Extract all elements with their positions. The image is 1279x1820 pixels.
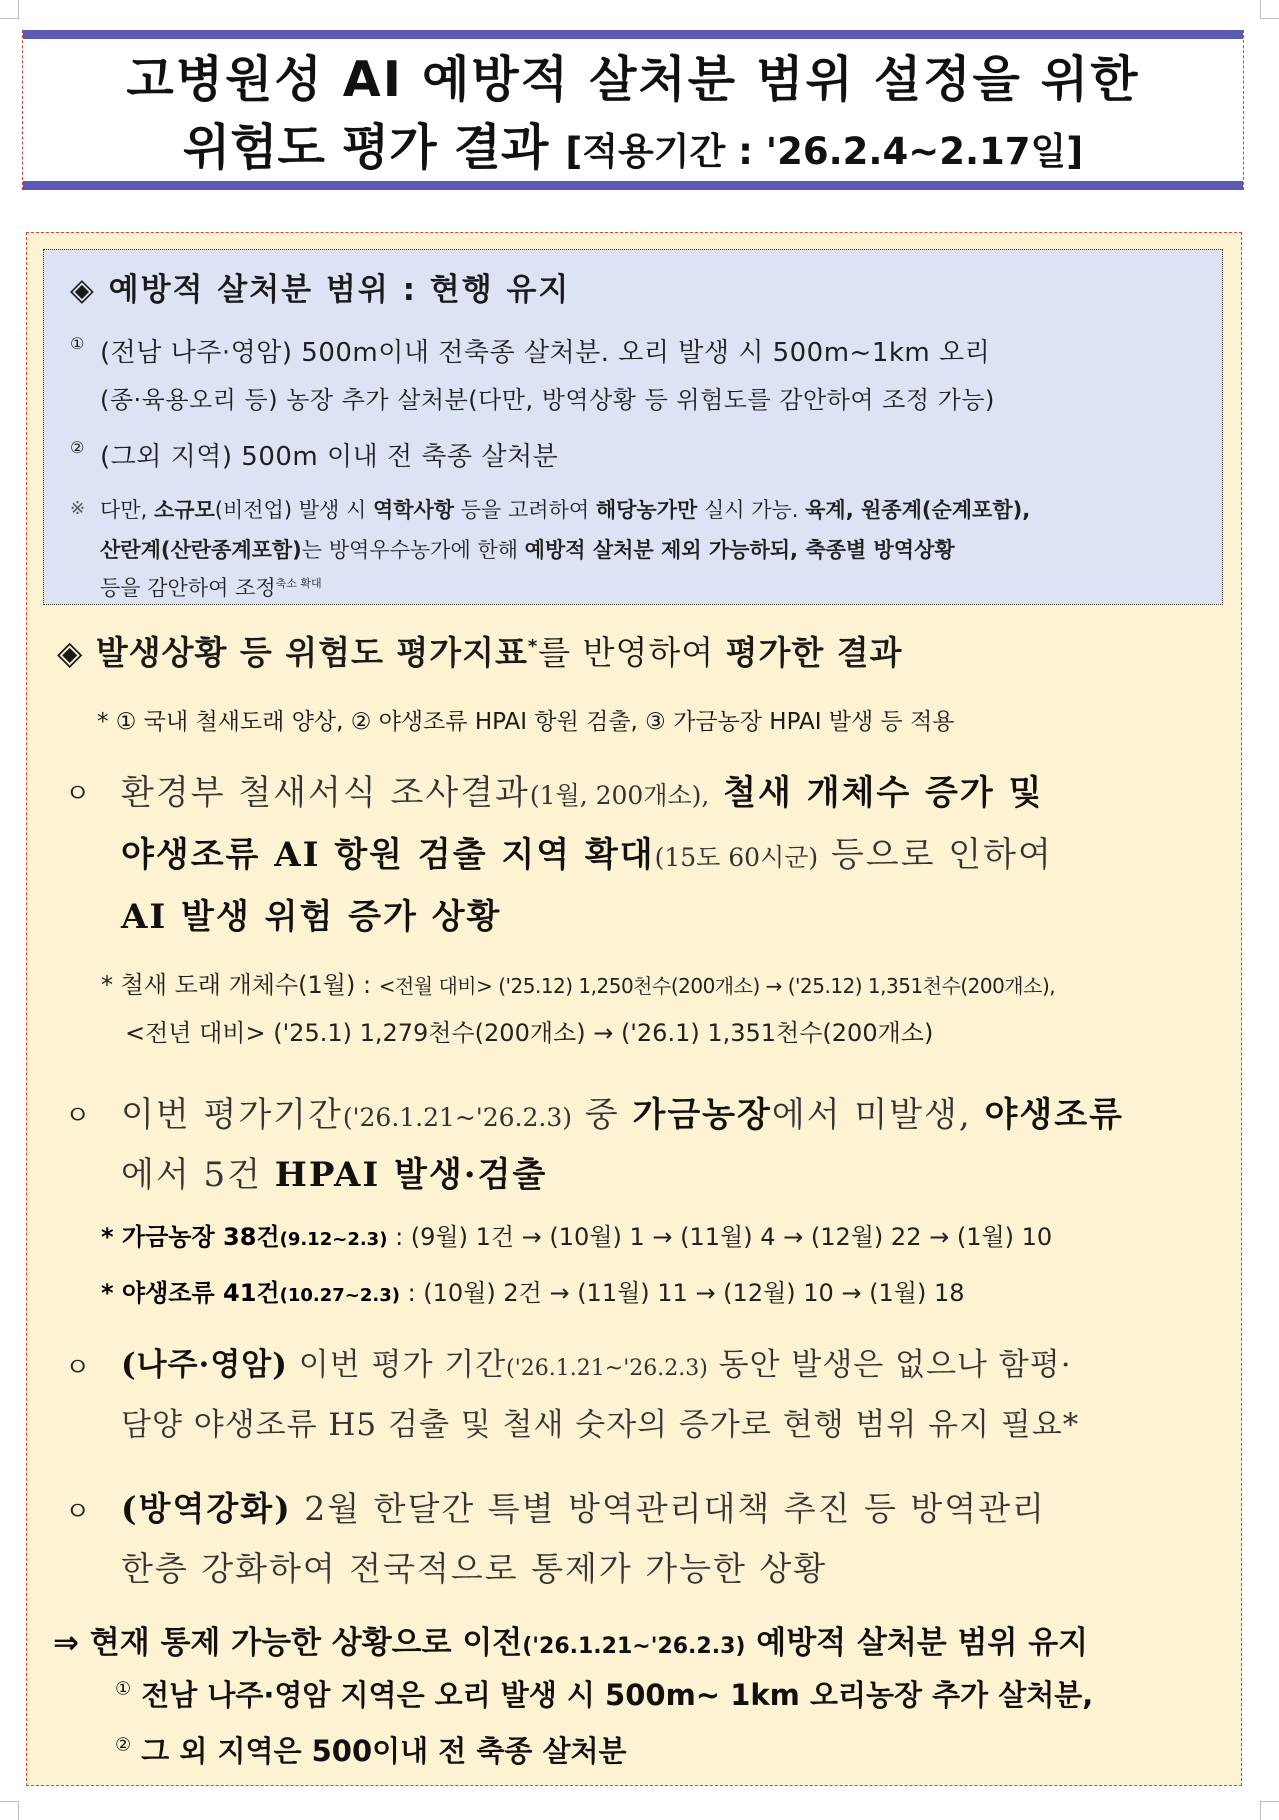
- current-scope-heading: ◈ 예방적 살처분 범위 : 현행 유지: [70, 272, 571, 308]
- p1-line-1: [121, 765, 1043, 814]
- note-text: 등을 고려하여: [454, 498, 596, 522]
- title-bottom-bar: [23, 181, 1243, 190]
- note-text: 등을 감안하여 조정: [100, 576, 276, 600]
- bullet-circle: ㅇ: [65, 1353, 91, 1383]
- note-bold: 육계, 원종계(순계포함),: [805, 498, 1031, 522]
- p2-note-1: [101, 1217, 1052, 1252]
- p-small: (1월, 200개소),: [529, 781, 710, 810]
- note-text: : (9월) 1건 → (10월) 1 → (11월) 4 → (12월) 22 → (1월) 10: [387, 1223, 1053, 1251]
- title-main: 위험도 평가 결과: [182, 119, 549, 176]
- note-bold: * 가금농장 38건: [101, 1223, 280, 1251]
- concl-text: 예방적 살처분 범위 유지: [745, 1625, 1089, 1661]
- conclusion-line-3: [115, 1729, 627, 1770]
- p-text: 동안 발생은 없으나 함평·: [707, 1347, 1072, 1383]
- main-content-box: [26, 232, 1242, 1786]
- title-top-bar: [23, 30, 1243, 39]
- note-text: (비전업) 발생 시: [214, 498, 373, 522]
- concl-small: ('26.1.21~'26.2.3): [522, 1634, 746, 1659]
- note-bold: 소규모: [153, 498, 215, 522]
- title-period: [적용기간 : '26.2.4~2.17일]: [565, 130, 1084, 173]
- item-2-marker: ②: [70, 438, 85, 457]
- note-bold: 산란계(산란종계포함): [100, 538, 302, 562]
- note-bold: 역학사항: [372, 498, 455, 522]
- p-text: 에서 5건: [121, 1155, 275, 1195]
- conclusion-line-2: [115, 1673, 1093, 1714]
- p2-note-2: [101, 1273, 965, 1308]
- p4-line-1: [121, 1483, 1046, 1530]
- heading-text: ◈ 발생상황 등 위험도: [57, 633, 397, 672]
- note-bold: 해당농가만: [595, 498, 698, 522]
- bullet-circle: ㅇ: [65, 1497, 91, 1527]
- document-title: [23, 46, 1243, 186]
- indicators-note: * ① 국내 철새도래 양상, ② 야생조류 HPAI 항원 검출, ③ 가금농장 HPAI 발생 등 적용: [97, 709, 955, 735]
- item-1-marker: ①: [70, 334, 85, 353]
- p-bold: 야생조류 AI 항원 검출 지역 확대: [121, 835, 655, 875]
- heading-bold: 평가지표: [396, 633, 528, 672]
- bullet-circle: ㅇ: [65, 779, 91, 809]
- p-text: 환경부 철새서식 조사결과: [121, 773, 530, 813]
- note-text: 다만,: [100, 498, 154, 522]
- p3-line-1: [121, 1339, 1072, 1384]
- note-text: 실시 가능.: [697, 498, 806, 522]
- concl-marker: ①: [115, 1678, 132, 1700]
- page-corner-mark: [1260, 0, 1279, 19]
- p-small: (15도 60시군): [654, 843, 819, 872]
- current-scope-box: [43, 249, 1223, 605]
- p1-line-2: [121, 827, 1053, 876]
- heading-bold: 평가한 결과: [725, 633, 903, 672]
- p-bold: 가금농장: [632, 1095, 772, 1135]
- concl-text: 전남 나주·영암 지역은 오리 발생 시 500m~ 1km 오리농장 추가 살처분,: [141, 1678, 1094, 1712]
- title-block: [22, 30, 1244, 190]
- heading-text: 를 반영하여: [538, 633, 726, 672]
- note-line-3: [100, 572, 322, 602]
- note-superscript: 축소 확대: [275, 577, 322, 590]
- p-text: 중: [572, 1095, 633, 1135]
- p-bold: HPAI 발생·검출: [274, 1155, 548, 1195]
- p-text: 2월 한달간 특별 방역관리대책 추진 등 방역관리: [291, 1489, 1046, 1528]
- concl-text: 그 외 지역은 500이내 전 축종 살처분: [141, 1734, 627, 1768]
- p-text: 에서 미발생,: [771, 1095, 985, 1135]
- page-corner-mark: [0, 0, 19, 19]
- title-line-2: [23, 114, 1243, 186]
- p-bold: 철새 개체수 증가 및: [709, 773, 1044, 813]
- concl-marker: ②: [115, 1734, 132, 1756]
- p1-line-3: AI 발생 위험 증가 상황: [121, 897, 502, 937]
- conclusion-line-1: [53, 1617, 1088, 1662]
- item-1-line-2: (종·육용오리 등) 농장 추가 살처분(다만, 방역상황 등 위험도를 감안하여 조정 가능): [100, 386, 995, 414]
- note-marker: ※: [70, 498, 86, 519]
- p-bold: 야생조류: [984, 1095, 1124, 1135]
- note-text: 는 방역우수농가에 한해: [301, 538, 525, 562]
- heading-star: *: [527, 636, 539, 657]
- p2-line-2: [121, 1147, 547, 1196]
- note-bold: * 야생조류 41건: [101, 1279, 280, 1307]
- p-bold: (방역강화): [121, 1489, 292, 1528]
- p-small: ('26.1.21~'26.2.3): [342, 1103, 573, 1132]
- item-2-line-1: (그외 지역) 500m 이내 전 축종 살처분: [100, 442, 559, 472]
- p2-line-1: [121, 1087, 1124, 1136]
- note-text: <전월 대비> ('25.12) 1,250천수(200개소) → ('25.12) 1,351천수(200개소),: [378, 974, 1056, 998]
- note-line-1: [100, 494, 1030, 524]
- p-text: 등으로 인하여: [818, 835, 1053, 875]
- note-text: * 철새 도래 개체수(1월) :: [101, 971, 379, 999]
- item-1-line-1: (전남 나주·영암) 500m이내 전축종 살처분. 오리 발생 시 500m~1km 오리: [100, 338, 991, 368]
- p-text: 이번 평가 기간: [287, 1347, 507, 1383]
- p-bold: (나주·영암): [121, 1347, 288, 1383]
- p4-line-2: 한층 강화하여 전국적으로 통제가 가능한 상황: [121, 1549, 828, 1588]
- note-bold: 예방적 살처분 제외 가능하되, 축종별 방역상황: [524, 538, 955, 562]
- title-line-1: 고병원성 AI 예방적 살처분 범위 설정을 위한: [126, 51, 1140, 108]
- page-corner-mark: [0, 1801, 19, 1820]
- bullet-circle: ㅇ: [65, 1101, 91, 1131]
- page-corner-mark: [1260, 1801, 1279, 1820]
- assessment-heading: [57, 627, 903, 674]
- note-bold: (9.12~2.3): [279, 1229, 388, 1250]
- note-line-2: [100, 534, 955, 564]
- note-bold: (10.27~2.3): [279, 1285, 400, 1306]
- p1-note-2: <전년 대비> ('25.1) 1,279천수(200개소) → ('26.1) 1,351천수(200개소): [125, 1019, 934, 1047]
- concl-text: ⇒ 현재 통제 가능한 상황으로 이전: [53, 1625, 523, 1661]
- p1-note-1: [101, 965, 1055, 1000]
- p3-line-2: 담양 야생조류 H5 검출 및 철새 숫자의 증가로 현행 범위 유지 필요*: [121, 1407, 1080, 1443]
- p-text: 이번 평가기간: [121, 1095, 343, 1135]
- p-small: ('26.1.21~'26.2.3): [506, 1356, 708, 1381]
- note-text: : (10월) 2건 → (11월) 11 → (12월) 10 → (1월) 18: [399, 1279, 965, 1307]
